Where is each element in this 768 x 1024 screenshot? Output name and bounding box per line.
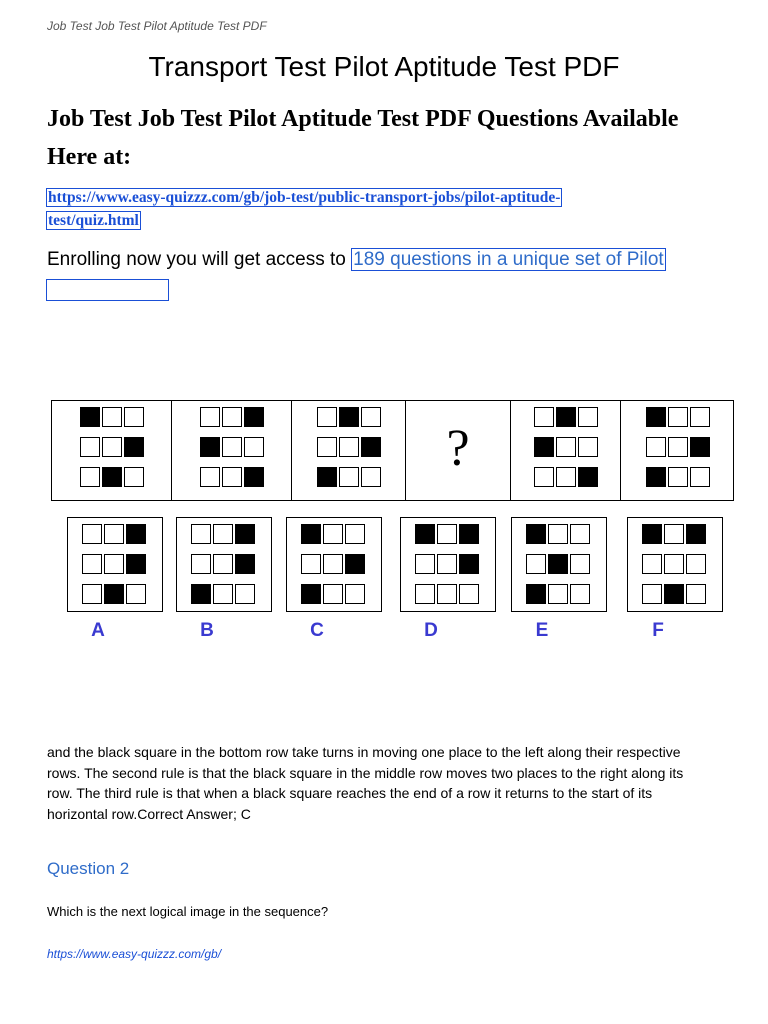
white-square (534, 407, 554, 427)
white-square (124, 467, 144, 487)
explanation-line: rows. The second rule is that the black square in the middle row moves two places to the right along its (47, 764, 684, 781)
option-b-figure[interactable] (176, 517, 272, 612)
black-square (126, 524, 146, 544)
black-square (686, 524, 706, 544)
black-square (664, 584, 684, 604)
white-square (200, 467, 220, 487)
white-square (668, 437, 688, 457)
black-square (459, 524, 479, 544)
black-square (126, 554, 146, 574)
white-square (526, 554, 546, 574)
white-square (200, 407, 220, 427)
explanation-line: horizontal row.Correct Answer; C (47, 805, 251, 822)
white-square (548, 584, 568, 604)
sequence-cell (621, 401, 735, 500)
subheading: Job Test Job Test Pilot Aptitude Test PDF Questions Available Here at: (47, 106, 679, 170)
explanation-line: and the black square in the bottom row take turns in moving one place to the left along their respective (47, 744, 681, 760)
sequence-strip (51, 400, 734, 501)
sequence-cell (52, 401, 172, 500)
white-square (646, 437, 666, 457)
black-square (124, 437, 144, 457)
white-square (690, 467, 710, 487)
white-square (317, 437, 337, 457)
document-title: Transport Test Pilot Aptitude Test PDF (148, 51, 620, 82)
black-square (534, 437, 554, 457)
white-square (213, 524, 233, 544)
enroll-link-continuation[interactable] (46, 279, 169, 301)
explanation-line: row. The third rule is that when a black square reaches the end of a row it returns to the start of its (47, 785, 653, 801)
sequence-cell (172, 401, 292, 500)
black-square (102, 467, 122, 487)
white-square (556, 437, 576, 457)
white-square (80, 467, 100, 487)
black-square (646, 407, 666, 427)
white-square (191, 554, 211, 574)
black-square (244, 407, 264, 427)
black-square (235, 524, 255, 544)
white-square (104, 554, 124, 574)
white-square (323, 584, 343, 604)
sequence-cell (292, 401, 406, 500)
white-square (690, 407, 710, 427)
black-square (415, 524, 435, 544)
option-a-figure[interactable] (67, 517, 163, 612)
white-square (80, 437, 100, 457)
option-e-figure[interactable] (511, 517, 607, 612)
white-square (301, 554, 321, 574)
option-e-label: E (535, 620, 549, 641)
white-square (686, 584, 706, 604)
white-square (534, 467, 554, 487)
white-square (570, 584, 590, 604)
white-square (323, 554, 343, 574)
white-square (124, 407, 144, 427)
white-square (642, 584, 662, 604)
black-square (317, 467, 337, 487)
white-square (570, 554, 590, 574)
white-square (345, 584, 365, 604)
black-square (191, 584, 211, 604)
white-square (82, 584, 102, 604)
black-square (235, 554, 255, 574)
black-square (80, 407, 100, 427)
question-2-heading: Question 2 (47, 859, 130, 878)
white-square (235, 584, 255, 604)
option-b-label: B (200, 620, 214, 641)
white-square (102, 437, 122, 457)
option-d-figure[interactable] (400, 517, 496, 612)
white-square (415, 554, 435, 574)
white-square (642, 554, 662, 574)
missing-figure-question-mark: ? (446, 420, 470, 477)
white-square (339, 467, 359, 487)
black-square (200, 437, 220, 457)
black-square (556, 407, 576, 427)
quiz-link-line2[interactable]: test/quiz.html (48, 212, 139, 229)
white-square (664, 524, 684, 544)
black-square (690, 437, 710, 457)
white-square (570, 524, 590, 544)
black-square (578, 467, 598, 487)
white-square (317, 407, 337, 427)
black-square (244, 467, 264, 487)
enroll-paragraph (47, 246, 666, 274)
white-square (437, 584, 457, 604)
white-square (222, 467, 242, 487)
black-square (361, 437, 381, 457)
running-header: Job Test Job Test Pilot Aptitude Test PDF (47, 19, 267, 33)
option-c-figure[interactable] (286, 517, 382, 612)
white-square (459, 584, 479, 604)
white-square (244, 437, 264, 457)
option-d-label: D (424, 620, 438, 641)
sequence-cell (511, 401, 621, 500)
option-f-figure[interactable] (627, 517, 723, 612)
question-2-text: Which is the next logical image in the sequence? (47, 904, 329, 919)
white-square (664, 554, 684, 574)
white-square (415, 584, 435, 604)
option-f-label: F (652, 620, 664, 641)
white-square (323, 524, 343, 544)
white-square (361, 467, 381, 487)
white-square (361, 407, 381, 427)
white-square (213, 584, 233, 604)
quiz-link[interactable] (46, 186, 658, 232)
black-square (642, 524, 662, 544)
white-square (668, 467, 688, 487)
black-square (345, 554, 365, 574)
white-square (437, 524, 457, 544)
black-square (104, 584, 124, 604)
sequence-cell (406, 401, 511, 500)
white-square (578, 407, 598, 427)
enroll-lead: Enrolling now you will get access to (47, 249, 352, 270)
white-square (686, 554, 706, 574)
white-square (437, 554, 457, 574)
white-square (82, 554, 102, 574)
white-square (191, 524, 211, 544)
black-square (646, 467, 666, 487)
white-square (222, 437, 242, 457)
white-square (339, 437, 359, 457)
black-square (339, 407, 359, 427)
white-square (126, 584, 146, 604)
black-square (301, 584, 321, 604)
enroll-link[interactable]: 189 questions in a unique set of Pilot (353, 249, 664, 270)
black-square (548, 554, 568, 574)
option-c-label: C (310, 620, 324, 641)
white-square (82, 524, 102, 544)
footer-link[interactable]: https://www.easy-quizzz.com/gb/ (47, 947, 222, 961)
option-a-label: A (91, 620, 105, 641)
white-square (345, 524, 365, 544)
white-square (104, 524, 124, 544)
black-square (459, 554, 479, 574)
white-square (213, 554, 233, 574)
white-square (556, 467, 576, 487)
white-square (668, 407, 688, 427)
quiz-link-line1[interactable]: https://www.easy-quizzz.com/gb/job-test/public-transport-jobs/pilot-aptitude- (48, 189, 561, 206)
white-square (548, 524, 568, 544)
white-square (578, 437, 598, 457)
white-square (102, 407, 122, 427)
black-square (301, 524, 321, 544)
black-square (526, 584, 546, 604)
black-square (526, 524, 546, 544)
explanation-text (47, 742, 721, 824)
white-square (222, 407, 242, 427)
